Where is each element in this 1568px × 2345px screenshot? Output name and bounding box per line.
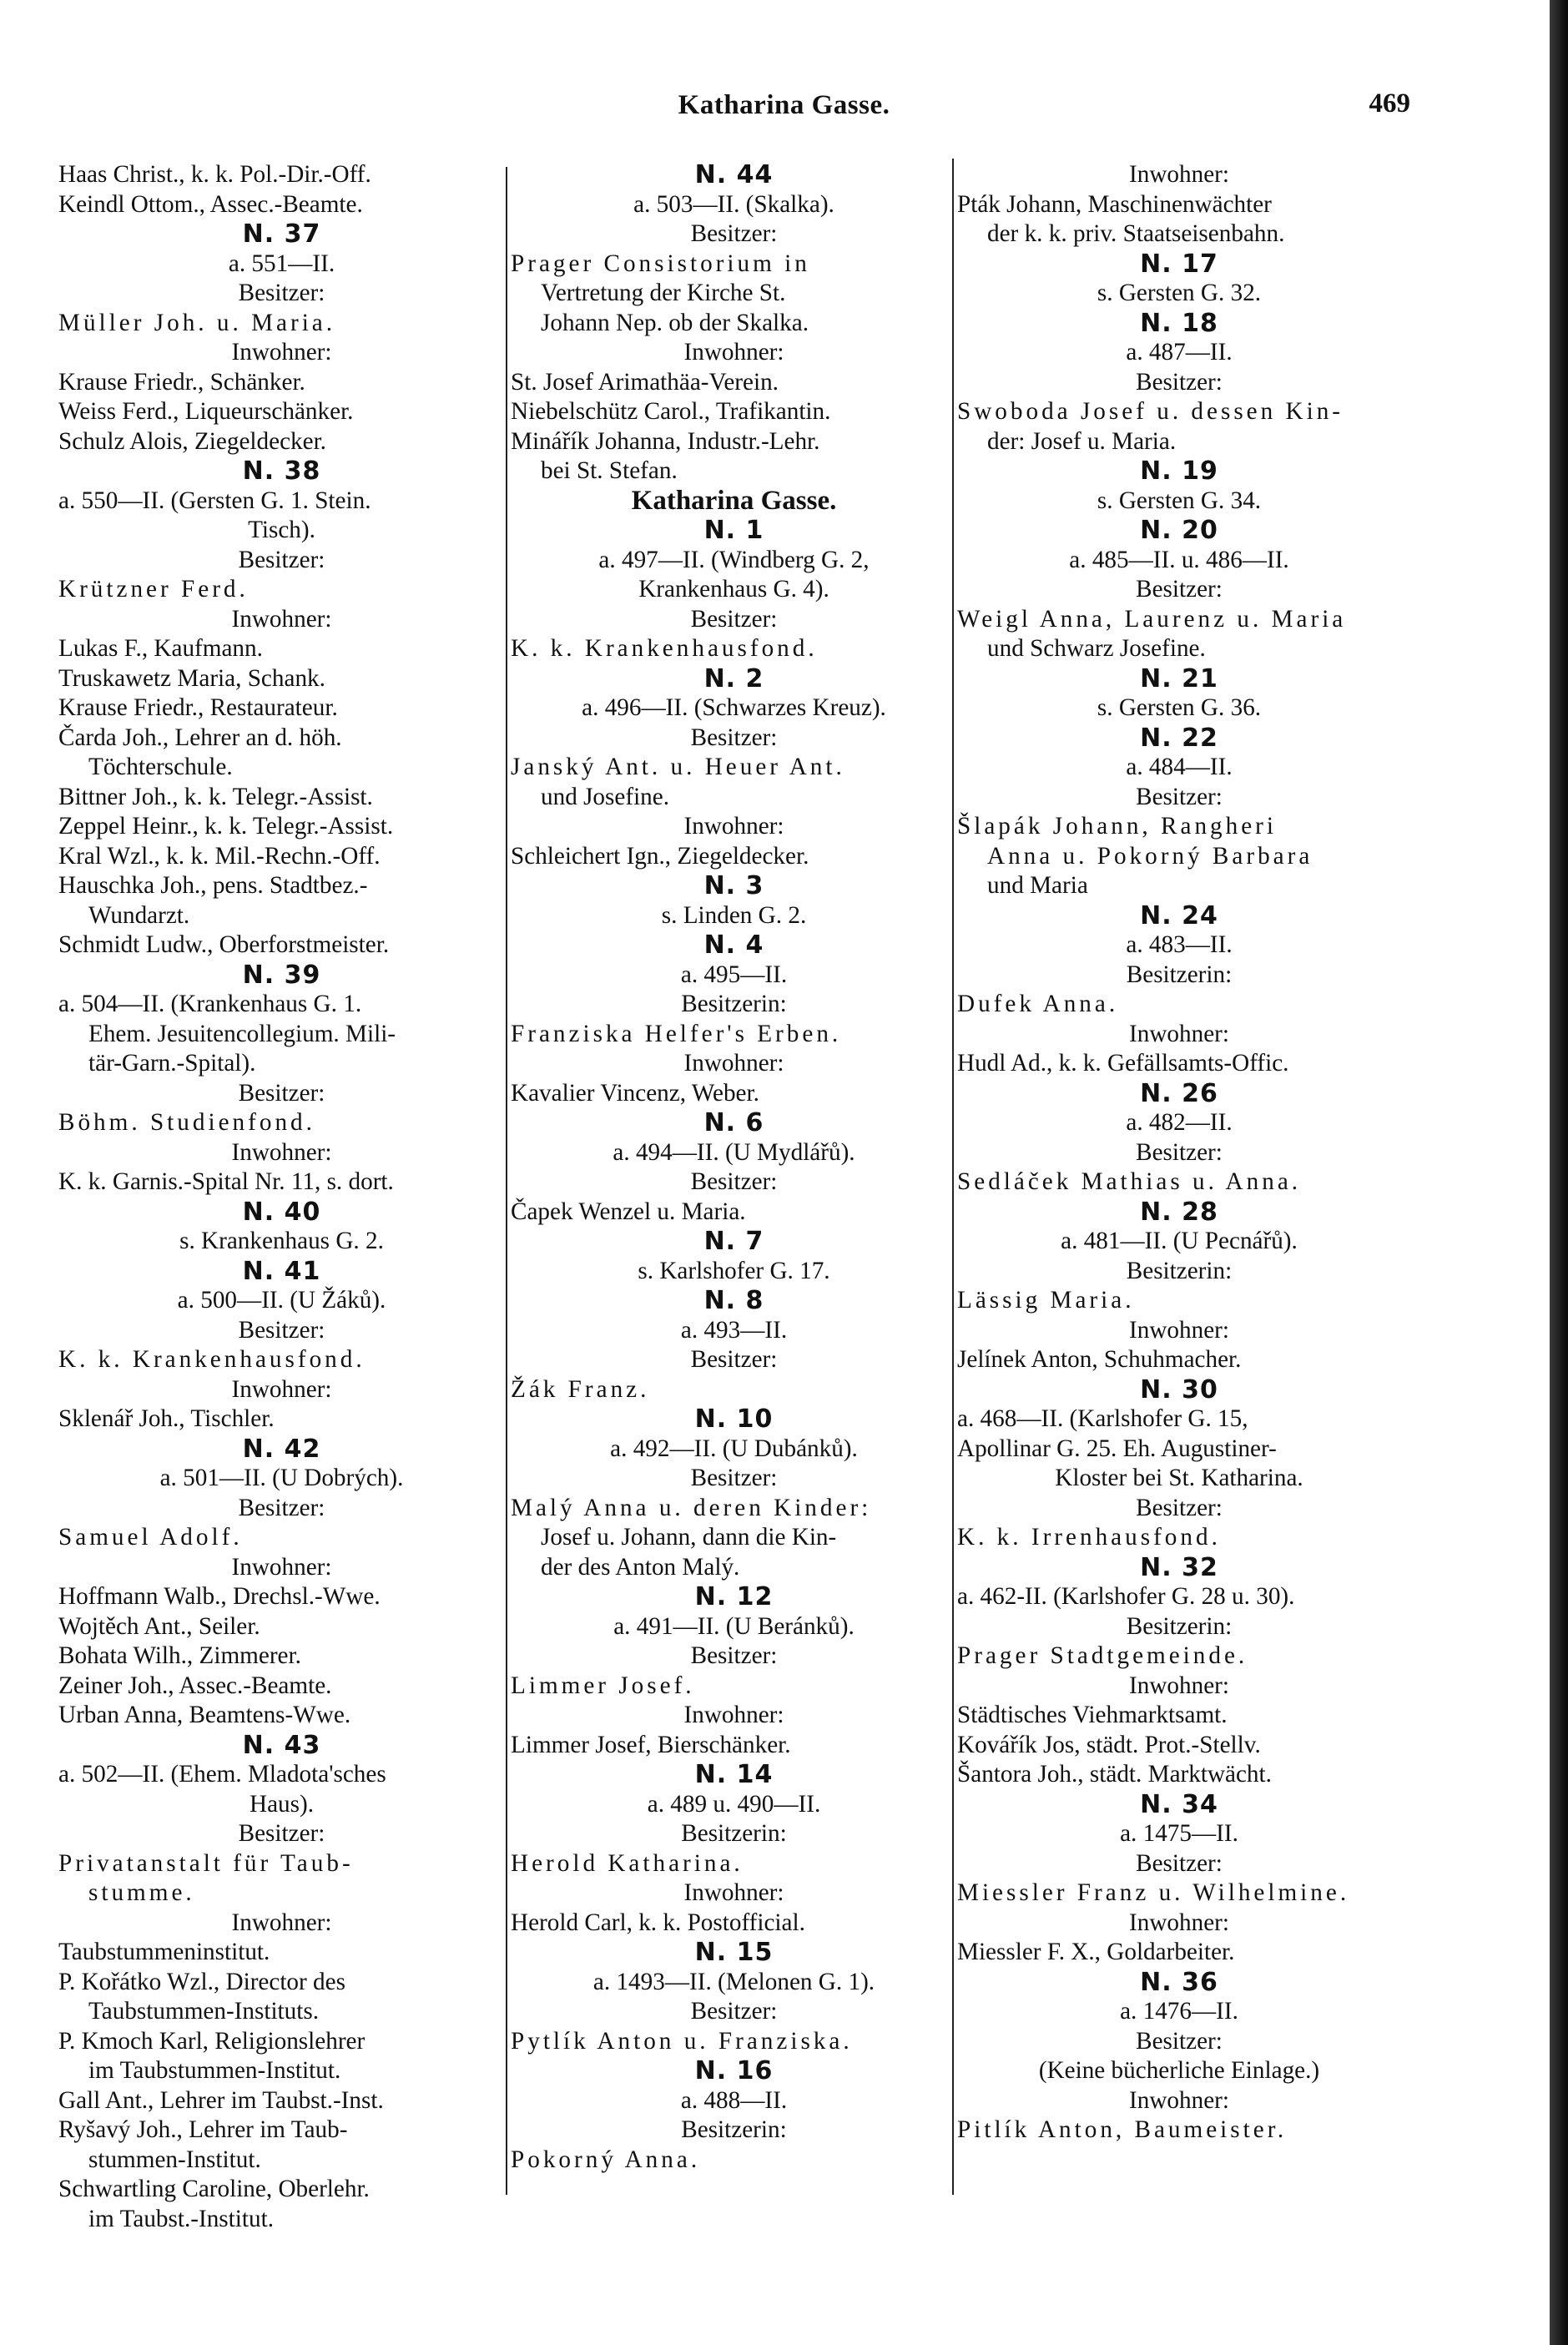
section-label: Besitzerin: (1126, 1612, 1233, 1640)
house-number: N. 42 (242, 1434, 321, 1464)
entry-line: Čapek Wenzel u. Maria. (511, 1198, 746, 1225)
section-label: Besitzer: (238, 546, 325, 573)
section-label: Inwohner: (231, 1138, 332, 1166)
entry-line: Zeppel Heinr., k. k. Telegr.-Assist. (58, 813, 394, 840)
section-label: Besitzer: (238, 1079, 325, 1107)
section-label: Besitzer: (238, 1820, 325, 1847)
house-number: N. 17 (1140, 249, 1218, 279)
entry-line: a. 1475—II. (1120, 1820, 1238, 1847)
section-label: Besitzerin: (681, 2116, 787, 2143)
entry-line: Bohata Wilh., Zimmerer. (58, 1642, 301, 1669)
entry-line: s. Karlshofer G. 17. (638, 1257, 830, 1284)
section-label: Besitzer: (1136, 368, 1223, 396)
entry-line: a. 1476—II. (1120, 1998, 1238, 2025)
entry-line: a. 504—II. (Krankenhaus G. 1. (58, 991, 362, 1017)
section-label: Besitzerin: (1126, 961, 1233, 988)
entry-line: Vertretung der Kirche St. (541, 280, 786, 306)
entry-line: (Keine bücherliche Einlage.) (1038, 2057, 1320, 2084)
entry-line: a. 494—II. (U Mydlářů). (613, 1138, 855, 1166)
house-number: N. 4 (703, 930, 764, 960)
entry-line: Wundarzt. (88, 901, 190, 929)
house-number: N. 8 (703, 1286, 764, 1315)
house-number: N. 40 (242, 1197, 321, 1227)
entry-line: Keindl Ottom., Assec.-Beamte. (58, 190, 363, 218)
house-number: N. 2 (703, 663, 764, 693)
entry-line: P. Kořátko Wzl., Director des (58, 1968, 345, 1995)
entry-line: Sklenář Joh., Tischler. (58, 1405, 275, 1432)
section-label: Besitzer: (1136, 2027, 1223, 2055)
section-label: Besitzer: (1136, 1849, 1223, 1877)
section-label: Inwohner: (1129, 2086, 1229, 2114)
entry-line: K. k. Irrenhausfond. (957, 1524, 1221, 1551)
entry-line: Pytlík Anton u. Franziska. (511, 2027, 853, 2055)
entry-line: Franziska Helfer's Erben. (511, 1020, 842, 1047)
entry-line: Prager Consistorium in (511, 250, 810, 277)
entry-line: Kral Wzl., k. k. Mil.-Rechn.-Off. (58, 842, 381, 870)
entry-line: Herold Carl, k. k. Postofficial. (511, 1909, 805, 1936)
entry-line: a. 493—II. (680, 1316, 788, 1344)
entry-line: Samuel Adolf. (58, 1524, 243, 1551)
house-number: N. 22 (1140, 723, 1218, 753)
section-label: Besitzer: (690, 1465, 778, 1491)
entry-line: Schwartling Caroline, Oberlehr. (58, 2176, 370, 2202)
entry-line: Apollinar G. 25. Eh. Augustiner- (957, 1435, 1277, 1462)
section-label: Inwohner: (231, 605, 332, 633)
entry-line: Schmidt Ludw., Oberforstmeister. (58, 931, 390, 958)
section-label: Inwohner: (683, 339, 784, 366)
column-right (957, 160, 1401, 2188)
column-middle (511, 160, 957, 2188)
section-label: Inwohner: (231, 1375, 332, 1403)
street-title: Katharina Gasse. (631, 485, 837, 516)
entry-line: Truskawetz Maria, Schank. (58, 664, 325, 692)
entry-line: a. 488—II. (680, 2086, 788, 2114)
entry-line: Krankenhaus G. 4). (638, 576, 829, 603)
house-number: N. 20 (1140, 516, 1218, 545)
section-label: Besitzer: (1136, 1494, 1223, 1521)
entry-line: Krause Friedr., Restaurateur. (58, 694, 338, 721)
entry-line: Sedláček Mathias u. Anna. (957, 1168, 1302, 1195)
entry-line: Urban Anna, Beamtens-Wwe. (58, 1702, 351, 1728)
house-number: N. 28 (1140, 1197, 1218, 1227)
entry-line: Limmer Josef. (511, 1672, 695, 1699)
entry-line: a. 482—II. (1126, 1109, 1233, 1136)
entry-line: a. 481—II. (U Pecnářů). (1061, 1228, 1298, 1254)
entry-line: Miessler Franz u. Wilhelmine. (957, 1879, 1350, 1906)
house-number: N. 19 (1140, 456, 1218, 486)
entry-line: Pitlík Anton, Baumeister. (957, 2116, 1288, 2143)
entry-line: Herold Katharina. (511, 1849, 744, 1877)
house-number: N. 37 (242, 219, 321, 249)
house-number: N. 10 (694, 1404, 774, 1434)
entry-line: tär-Garn.-Spital). (88, 1050, 256, 1077)
house-number: N. 26 (1140, 1078, 1218, 1108)
section-label: Besitzer: (1136, 1138, 1223, 1166)
entry-line: Niebelschütz Carol., Trafikantin. (511, 398, 831, 425)
section-label: Inwohner: (1129, 1672, 1229, 1699)
entry-line: Haus). (249, 1790, 314, 1818)
entry-line: a. 462-II. (Karlshofer G. 28 u. 30). (957, 1583, 1295, 1610)
entry-line: a. 485—II. u. 486—II. (1069, 546, 1289, 573)
entry-line: a. 468—II. (Karlshofer G. 15, (957, 1405, 1248, 1432)
section-label: Inwohner: (683, 813, 784, 840)
entry-line: Lukas F., Kaufmann. (58, 635, 263, 662)
house-number: N. 7 (703, 1227, 764, 1256)
section-label: Besitzer: (690, 1346, 778, 1373)
entry-line: Šantora Joh., städt. Marktwächt. (957, 1761, 1272, 1788)
entry-line: Ryšavý Joh., Lehrer im Taub- (58, 2116, 348, 2143)
entry-line: s. Gersten G. 36. (1097, 694, 1262, 721)
entry-line: P. Kmoch Karl, Religionslehrer (58, 2027, 366, 2055)
entry-line: Krause Friedr., Schänker. (58, 368, 305, 396)
entry-line: Gall Ant., Lehrer im Taubst.-Inst. (58, 2086, 384, 2114)
column-divider (952, 159, 954, 2195)
entry-line: s. Linden G. 2. (661, 901, 807, 929)
entry-line: K. k. Garnis.-Spital Nr. 11, s. dort. (58, 1168, 394, 1195)
entry-line: Miessler F. X., Goldarbeiter. (957, 1939, 1235, 1965)
entry-line: Hoffmann Walb., Drechsl.-Wwe. (58, 1583, 381, 1610)
section-label: Inwohner: (683, 1050, 784, 1077)
entry-line: Pták Johann, Maschinenwächter (957, 190, 1272, 218)
entry-line: bei St. Stefan. (541, 457, 678, 484)
entry-line: a. 487—II. (1126, 339, 1233, 366)
entry-line: Jelínek Anton, Schuhmacher. (957, 1346, 1242, 1373)
entry-line: Anna u. Pokorný Barbara (987, 842, 1313, 870)
entry-line: Schleichert Ign., Ziegeldecker. (511, 842, 809, 870)
house-number: N. 24 (1140, 900, 1218, 930)
house-number: N. 6 (703, 1108, 764, 1137)
entry-line: Böhm. Studienfond. (58, 1109, 315, 1136)
entry-line: Prager Stadtgemeinde. (957, 1642, 1248, 1669)
house-number: N. 43 (242, 1730, 321, 1760)
house-number: N. 30 (1140, 1374, 1218, 1404)
entry-line: Weigl Anna, Laurenz u. Maria (957, 605, 1347, 633)
entry-line: Müller Joh. u. Maria. (58, 309, 336, 336)
entry-line: Kloster bei St. Katharina. (1055, 1465, 1303, 1491)
entry-line: a. 484—II. (1126, 754, 1233, 780)
section-label: Besitzer: (690, 1998, 778, 2025)
entry-line: Krützner Ferd. (58, 576, 249, 603)
section-label: Inwohner: (683, 1702, 784, 1728)
entry-line: und Josefine. (541, 783, 670, 810)
house-number: N. 18 (1140, 308, 1218, 338)
entry-line: a. 503—II. (Skalka). (633, 190, 834, 218)
entry-line: Ehem. Jesuitencollegium. Mili- (88, 1020, 396, 1047)
entry-line: K. k. Krankenhausfond. (58, 1346, 366, 1373)
section-label: Besitzerin: (681, 991, 787, 1017)
entry-line: der k. k. priv. Staatseisenbahn. (987, 220, 1285, 247)
section-label: Besitzer: (1136, 783, 1223, 810)
house-number: N. 32 (1140, 1552, 1218, 1582)
section-label: Besitzer: (690, 1168, 778, 1195)
entry-line: Janský Ant. u. Heuer Ant. (511, 754, 845, 780)
entry-line: Kavalier Vincenz, Weber. (511, 1079, 759, 1107)
house-number: N. 44 (694, 160, 774, 189)
entry-line: Töchterschule. (88, 754, 233, 780)
entry-line: Privatanstalt für Taub- (58, 1849, 354, 1877)
entry-line: Städtisches Viehmarktsamt. (957, 1702, 1228, 1728)
entry-line: Hauschka Joh., pens. Stadtbez.- (58, 872, 368, 899)
entry-line: Weiss Ferd., Liqueurschänker. (58, 398, 354, 425)
section-label: Besitzer: (238, 1316, 325, 1344)
entry-line: der des Anton Malý. (541, 1553, 740, 1581)
house-number: N. 3 (703, 871, 764, 900)
entry-line: s. Gersten G. 32. (1097, 280, 1262, 306)
entry-line: Zeiner Joh., Assec.-Beamte. (58, 1672, 332, 1699)
entry-line: Wojtěch Ant., Seiler. (58, 1612, 260, 1640)
entry-line: Taubstummeninstitut. (58, 1939, 270, 1965)
house-number: N. 14 (694, 1760, 774, 1789)
entry-line: Dufek Anna. (957, 991, 1119, 1017)
entry-line: a. 550—II. (Gersten G. 1. Stein. (58, 487, 371, 514)
section-label: Besitzer: (690, 1642, 778, 1669)
section-label: Inwohner: (231, 1909, 332, 1936)
street-heading: Katharina Gasse. (678, 90, 890, 120)
page-number: 469 (1369, 88, 1410, 119)
entry-line: Schulz Alois, Ziegeldecker. (58, 427, 326, 455)
entry-line: a. 483—II. (1126, 931, 1233, 958)
entry-line: Johann Nep. ob der Skalka. (541, 309, 809, 336)
section-label: Inwohner: (231, 339, 332, 366)
house-number: N. 12 (694, 1582, 774, 1611)
entry-line: s. Krankenhaus G. 2. (179, 1228, 384, 1254)
entry-line: Haas Christ., k. k. Pol.-Dir.-Off. (58, 161, 371, 188)
entry-line: Swoboda Josef u. dessen Kin- (957, 398, 1344, 425)
entry-line: Limmer Josef, Bierschänker. (511, 1731, 791, 1758)
entry-line: K. k. Krankenhausfond. (511, 635, 818, 662)
entry-line: Žák Franz. (511, 1375, 650, 1403)
entry-line: Kovářík Jos, städt. Prot.-Stellv. (957, 1731, 1261, 1758)
section-label: Besitzerin: (681, 1820, 787, 1847)
entry-line: s. Gersten G. 34. (1097, 487, 1262, 514)
entry-line: Hudl Ad., k. k. Gefällsamts-Offic. (957, 1050, 1289, 1077)
house-number: N. 1 (703, 516, 764, 545)
entry-line: a. 501—II. (U Dobrých). (159, 1465, 404, 1491)
entry-line: a. 502—II. (Ehem. Mladota'sches (58, 1761, 386, 1788)
house-number: N. 16 (694, 2056, 774, 2085)
entry-line: und Maria (987, 872, 1088, 899)
section-label: Besitzer: (1136, 576, 1223, 603)
entry-line: a. 495—II. (680, 961, 788, 988)
entry-line: Pokorný Anna. (511, 2146, 701, 2173)
house-number: N. 38 (242, 456, 321, 486)
section-label: Inwohner: (1129, 1020, 1229, 1047)
section-label: Inwohner: (1129, 1316, 1229, 1344)
entry-line: Malý Anna u. deren Kinder: (511, 1494, 872, 1521)
house-number: N. 21 (1140, 663, 1218, 693)
entry-line: Bittner Joh., k. k. Telegr.-Assist. (58, 783, 373, 810)
entry-line: im Taubst.-Institut. (88, 2205, 274, 2232)
entry-line: Taubstummen-Instituts. (88, 1998, 320, 2025)
entry-line: a. 500—II. (U Žáků). (177, 1287, 386, 1314)
page-edge-shadow (1550, 0, 1568, 2345)
entry-line: stumme. (88, 1879, 195, 1906)
entry-line: stummen-Institut. (88, 2146, 261, 2173)
section-label: Besitzer: (690, 220, 778, 247)
entry-line: Minářík Johanna, Industr.-Lehr. (511, 427, 820, 455)
entry-line: Šlapák Johann, Rangheri (957, 813, 1278, 840)
section-label: Besitzerin: (1126, 1257, 1233, 1284)
entry-line: a. 1493—II. (Melonen G. 1). (592, 1968, 875, 1995)
entry-line: a. 496—II. (Schwarzes Kreuz). (582, 694, 886, 721)
house-number: N. 34 (1140, 1789, 1218, 1819)
section-label: Inwohner: (231, 1553, 332, 1581)
entry-line: Tisch). (248, 517, 315, 543)
entry-line: im Taubstummen-Institut. (88, 2057, 341, 2084)
entry-line: a. 489 u. 490—II. (647, 1790, 821, 1818)
entry-line: a. 491—II. (U Beránků). (613, 1612, 855, 1640)
entry-line: St. Josef Arimathäa-Verein. (511, 368, 779, 396)
section-label: Besitzer: (238, 280, 325, 306)
entry-line: Josef u. Johann, dann die Kin- (541, 1524, 837, 1551)
section-label: Besitzer: (238, 1494, 325, 1521)
section-label: Inwohner: (683, 1879, 784, 1906)
house-number: N. 41 (242, 1256, 321, 1286)
house-number: N. 36 (1140, 1967, 1218, 1997)
entry-line: a. 551—II. (228, 250, 335, 277)
column-left (58, 160, 505, 2232)
entry-line: Čarda Joh., Lehrer an d. höh. (58, 724, 342, 751)
entry-line: a. 497—II. (Windberg G. 2, (598, 546, 870, 573)
house-number: N. 39 (242, 960, 321, 990)
section-label: Inwohner: (1129, 161, 1229, 188)
entry-line: der: Josef u. Maria. (987, 427, 1177, 455)
section-label: Besitzer: (690, 724, 778, 751)
entry-line: und Schwarz Josefine. (987, 635, 1206, 662)
column-divider (506, 167, 507, 2195)
entry-line: a. 492—II. (U Dubánků). (610, 1435, 858, 1462)
house-number: N. 15 (694, 1938, 774, 1967)
entry-line: Lässig Maria. (957, 1287, 1135, 1314)
section-label: Inwohner: (1129, 1909, 1229, 1936)
section-label: Besitzer: (690, 605, 778, 633)
